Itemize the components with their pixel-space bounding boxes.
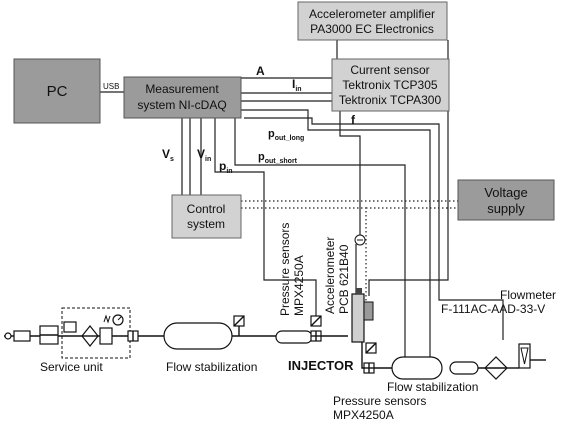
spring-icon (104, 316, 110, 322)
flow-stab-2-label: Flow stabilization (387, 380, 479, 394)
pressure-sensor-top-icon (311, 316, 321, 341)
inlet-coupling-icon (5, 331, 30, 341)
cur-label-2: Tektronix TCP305 (342, 78, 438, 92)
flowmeter-label-2: F-111AC-AAD-33-V (441, 302, 546, 316)
signal-vin-label: $V_{in}$ (197, 147, 212, 163)
flow-tank-1 (164, 323, 232, 349)
signal-f-label: f (351, 113, 355, 127)
press-top-label-1: Pressure sensors (278, 222, 292, 316)
volt-label-2: supply (487, 201, 525, 216)
signal-pin-label: $p_{in}$ (219, 159, 233, 175)
daq-label-2: system NI-cDAQ (137, 98, 227, 112)
lubricator-icon (64, 322, 76, 332)
press-bot-label-1: Pressure sensors (333, 394, 427, 408)
flow-tank-2 (392, 357, 442, 379)
signal-p-out-long-label: $p_{out\_long}$ (268, 128, 305, 142)
service-unit-label: Service unit (40, 360, 103, 374)
injector-label: INJECTOR (288, 358, 354, 373)
pressure-sensor-bottom-icon (364, 343, 376, 373)
sensor-capsule-1 (276, 331, 312, 343)
accel-label-1: Accelerometer (323, 236, 337, 314)
block-pc (14, 59, 100, 123)
block-control-system (172, 195, 241, 238)
volt-label-1: Voltage (484, 185, 528, 200)
signal-a-label: A (256, 64, 265, 78)
current-probe-icon (355, 235, 365, 245)
amp-label-1: Accelerometer amplifier (308, 7, 436, 21)
pressure-valve-1-icon (234, 316, 244, 336)
block-accelerometer-amplifier (298, 2, 447, 40)
amp-label-2: PA3000 EC Electronics (310, 22, 434, 36)
flowmeter-icon (485, 344, 530, 379)
sensor-capsule-2 (450, 362, 478, 374)
block-daq (124, 77, 241, 118)
block-current-sensor (332, 59, 449, 111)
daq-label-1: Measurement (145, 82, 219, 96)
accel-label-2: PCB 621B40 (337, 244, 351, 314)
cur-label-1: Current sensor (350, 63, 430, 77)
cur-label-3: Tektronix TCPA300 (338, 93, 442, 107)
regulator-icon (100, 328, 112, 344)
signal-iin-label: $I_{in}$ (292, 77, 302, 93)
flowmeter-label-1: Flowmeter (500, 288, 557, 302)
injector-icon (352, 288, 373, 342)
usb-label: USB (103, 82, 120, 91)
wire-a (240, 40, 337, 78)
block-voltage-supply (458, 180, 554, 220)
signal-vs-label: $V_s$ (162, 147, 174, 163)
service-unit (40, 308, 138, 358)
ctrl-label-2: system (186, 217, 226, 231)
signal-p-out-short-label: $p_{out\_short}$ (258, 151, 298, 165)
pc-label: PC (46, 83, 68, 100)
press-bot-label-2: MPX4250A (333, 408, 394, 422)
press-top-label-2: MPX4250A (292, 255, 306, 316)
flow-stab-1-label: Flow stabilization (166, 360, 258, 374)
ctrl-label-1: Control (186, 202, 226, 216)
